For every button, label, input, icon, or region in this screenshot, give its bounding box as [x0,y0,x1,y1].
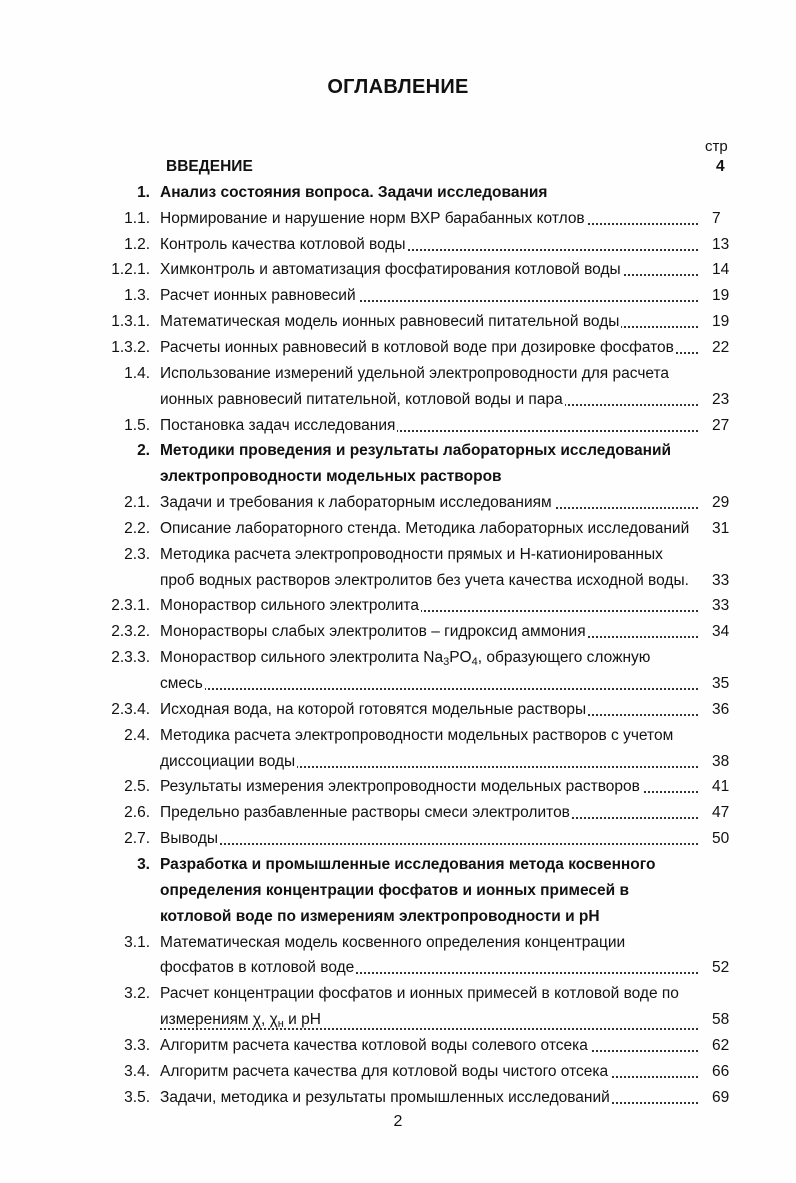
toc-entry [0,956,796,980]
toc-entry [0,879,796,903]
toc-entry-label: Предельно разбавленные растворы смеси электролитов [160,804,570,822]
toc-entry [0,1060,796,1084]
toc-entry-number: 2.6. [124,804,150,822]
toc-entry-title [160,698,702,722]
toc-entry [0,853,796,877]
toc-entry-label: Задачи и требования к лабораторным исследованиям [160,494,552,512]
toc-entry-number: 1.3.1. [111,313,150,331]
toc-entry-number: 2.3.4. [111,700,150,718]
toc-entry-page: 41 [712,778,730,796]
toc-entry [0,517,796,541]
toc-entry-title [160,1008,702,1036]
toc-entry-title [160,724,702,748]
toc-entry-number: 1.3. [124,287,150,305]
toc-entry [0,698,796,722]
toc-entry-label: Алгоритм расчета качества для котловой воды чистого отсека [160,1062,609,1080]
toc-entry-title [160,982,702,1006]
toc-entry [0,310,796,334]
toc-entry-label: котловой воде по измерениям электропроводности и pH [160,907,600,925]
toc-entry-page: 33 [712,597,730,615]
toc-entry-label: ионных равновесий питательной, котловой воды и пара [160,390,563,408]
toc-entry [0,491,796,515]
toc-entry-number: 1.2.1. [111,261,150,279]
toc-entry-title [160,853,702,877]
toc-entry [0,801,796,825]
toc-entry-number: 2.3. [124,545,150,563]
toc-entry [0,439,796,463]
toc-entry-page: 13 [712,235,730,253]
toc-entry-number: 2.4. [124,726,150,744]
toc-entry-title [160,258,702,282]
toc-entry-page: 19 [712,313,730,331]
toc-entry-number: 2.2. [124,519,150,537]
toc-entry-title [160,439,702,463]
toc-entry-page: 27 [712,416,730,434]
toc-entry-number: 1. [137,183,150,201]
toc-entry-number: 2.5. [124,778,150,796]
toc-entry-label: Монораствор сильного электролита $Na_3PO_4$, образующего сложную [160,649,651,669]
toc-entry [0,620,796,644]
toc-entry-number: 3.4. [124,1062,150,1080]
toc-entry-page: 14 [712,261,730,279]
toc-entry-title [160,310,702,334]
page-column-header: стр [705,138,728,155]
toc-entry-title [160,646,702,674]
toc-entry [0,594,796,618]
toc-entry-label: Контроль качества котловой воды [160,235,406,253]
toc-entry-title [160,1086,702,1110]
toc-entry [0,931,796,955]
toc-entry-title [160,827,702,851]
toc-entry-number: 1.5. [124,416,150,434]
toc-entry-title [160,620,702,644]
toc-entry-label: Расчет ионных равновесий [160,287,356,305]
toc-entry-number: 2.3.1. [111,597,150,615]
toc-entry-label: Монораствор сильного электролита [160,597,419,615]
toc-entry [0,1086,796,1110]
toc-entry-label: диссоциации воды [160,752,296,770]
toc-entry-number: 2.3.3. [111,649,150,667]
toc-entry-title [160,594,702,618]
toc-entry-title [160,569,702,593]
toc-entry-page: 62 [712,1036,730,1054]
toc-entry-title [160,284,702,308]
toc-entry-page: 36 [712,700,730,718]
toc-entry [0,1034,796,1058]
toc-entry-title [160,905,702,929]
toc-entry-title [160,491,702,515]
toc-entry-title [160,1060,702,1084]
toc-entry-title [160,879,702,903]
toc-entry-label: фосфатов в котловой воде [160,959,355,977]
toc-entry [0,207,796,231]
toc-entry [0,233,796,257]
toc-entry-number: 2.3.2. [111,623,150,641]
toc-entry [0,569,796,593]
toc-entry-number: 2.1. [124,494,150,512]
toc-entry-number: 3.5. [124,1088,150,1106]
toc-entry-title [160,388,702,412]
toc-entry-page: 29 [712,494,730,512]
toc-entry-label: Математическая модель косвенного определения концентрации [160,933,626,951]
toc-entry-label: Задачи, методика и результаты промышленных исследований [160,1088,610,1106]
toc-entry-label: Использование измерений удельной электропроводности для расчета [160,364,670,382]
toc-entry-page: 31 [712,519,730,537]
toc-entry-page: 58 [712,1011,730,1029]
toc-entry [0,465,796,489]
toc-entry-page: 69 [712,1088,730,1106]
toc-entry-title [160,543,702,567]
toc-entry-label: Постановка задач исследования [160,416,396,434]
dot-leader [160,1028,698,1030]
toc-entry [0,414,796,438]
toc-entry-label: измерениям χ, $\chi_н$ и pH [160,1011,321,1031]
toc-entry-title [160,956,702,980]
toc-entry [0,362,796,386]
page-title: ОГЛАВЛЕНИЕ [327,76,469,98]
dot-leader [160,688,698,690]
toc-entry-label: смесь [160,675,203,692]
toc-entry [0,827,796,851]
toc-entry-label: Методика расчета электропроводности модельных растворов с учетом [160,726,674,744]
toc-entry-page: 19 [712,287,730,305]
toc-entry-label: Выводы [160,830,219,848]
toc-entry-page: 23 [712,390,730,408]
toc-entry-page: 4 [716,158,725,175]
toc-entry-label: Анализ состояния вопроса. Задачи исследования [160,183,548,201]
toc-entry-title [160,181,702,205]
toc-entry-title [160,465,702,489]
toc-entry-title [160,750,702,774]
toc-entry-title [160,931,702,955]
toc-entry [0,775,796,799]
toc-entry [0,258,796,282]
toc-entry-label: проб водных растворов электролитов без учета качества исходной воды. [160,571,689,589]
toc-entry-title [160,336,702,360]
toc-entry-page: 35 [712,675,730,692]
toc-entry [0,543,796,567]
toc-entry-page: 52 [712,959,730,977]
toc-entry-title [160,517,702,541]
toc-entry-label: Описание лабораторного стенда. Методика лабораторных исследований [160,519,690,537]
toc-entry-label: Исходная вода, на которой готовятся модельные растворы [160,700,587,718]
toc-entry-number: 1.4. [124,364,150,382]
toc-entry-number: 1.3.2. [111,338,150,356]
toc-entry-label: ВВЕДЕНИЕ [166,158,253,175]
dot-leader [160,843,698,845]
toc-entry-label: электропроводности модельных растворов [160,468,502,486]
toc-entry-number: 2.7. [124,830,150,848]
toc-entry-title [160,1034,702,1058]
toc-entry-label: Нормирование и нарушение норм ВХР барабанных котлов [160,209,585,227]
toc-entry-label: Расчеты ионных равновесий в котловой воде при дозировке фосфатов [160,338,674,356]
toc-entry-title [160,801,702,825]
toc-entry-label: Методики проведения и результаты лабораторных исследований [160,442,672,460]
toc-entry [0,982,796,1006]
toc-entry-page: 50 [712,830,730,848]
toc-entry-label: Расчет концентрации фосфатов и ионных примесей в котловой воде по [160,985,679,1003]
toc-entry-number: 1.1. [124,209,150,227]
toc-entry-number: 3. [137,855,150,873]
toc-entry-title [160,672,702,696]
toc-entry [0,155,796,179]
toc-entry-label: Разработка и промышленные исследования метода косвенного [160,855,656,873]
toc-entry-number: 2. [137,442,150,460]
toc-entry-number: 1.2. [124,235,150,253]
toc-entry [0,724,796,748]
toc-entry [0,284,796,308]
toc-entry-title [160,233,702,257]
toc-entry-label: Алгоритм расчета качества котловой воды солевого отсека [160,1036,588,1054]
toc-entry-page: 7 [712,209,721,227]
toc-entry-page: 22 [712,338,730,356]
toc-entry-page: 66 [712,1062,730,1080]
toc-entry-page: 47 [712,804,730,822]
toc-entry [0,905,796,929]
toc-entry-title [160,207,702,231]
toc-entry-title [166,155,708,179]
toc-entry-page: 33 [712,571,730,589]
toc-entry-label: определения концентрации фосфатов и ионных примесей в [160,881,630,899]
toc-entry [0,750,796,774]
toc-entry [0,181,796,205]
toc-entry-title [160,362,702,386]
toc-entry-label: Монорастворы слабых электролитов – гидроксид аммония [160,623,586,641]
toc-entry-title [160,775,702,799]
toc-entry-page: 38 [712,752,730,770]
toc-entry-number: 3.2. [124,985,150,1003]
toc-entry-title [160,414,702,438]
toc-entry-number: 3.3. [124,1036,150,1054]
toc-entry [0,672,796,696]
toc-entry-label: Химконтроль и автоматизация фосфатирования котловой воды [160,261,621,279]
toc-entry [0,646,796,670]
toc-entry-label: Методика расчета электропроводности прямых и Н-катионированных [160,545,663,563]
toc-entry-label: Результаты измерения электропроводности модельных растворов [160,778,640,796]
toc-entry-label: Математическая модель ионных равновесий питательной воды [160,313,620,331]
page-number: 2 [393,1113,403,1130]
toc-entry [0,388,796,412]
toc-entry-page: 34 [712,623,730,641]
toc-entry [0,336,796,360]
toc-entry-number: 3.1. [124,933,150,951]
toc-entry [0,1008,796,1032]
